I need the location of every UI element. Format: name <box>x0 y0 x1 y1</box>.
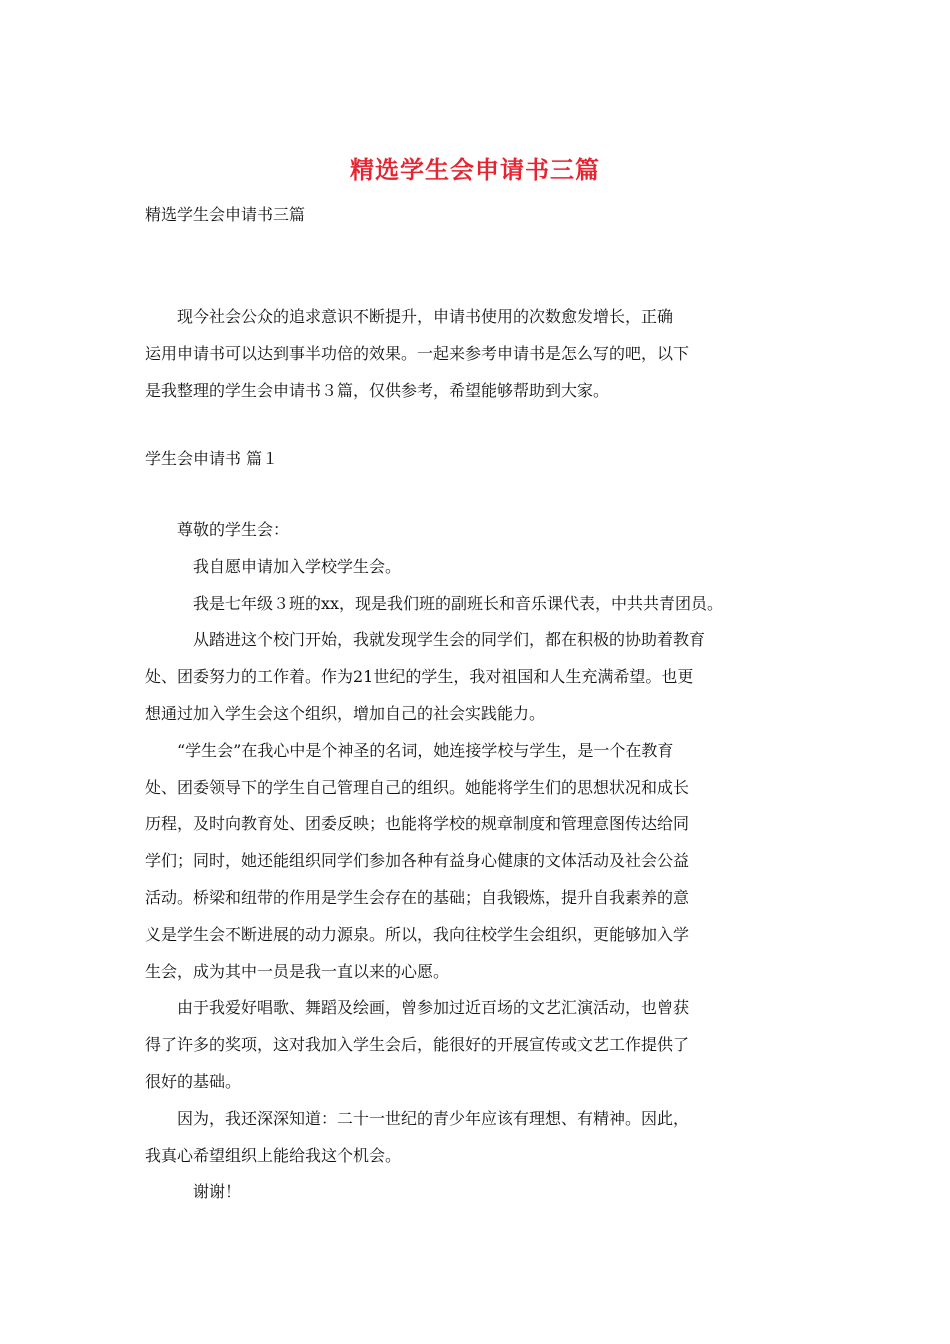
letter-line: 很好的基础。 <box>145 1071 242 1091</box>
letter-line: 尊敬的学生会： <box>145 520 290 539</box>
letter-line: 由于我爱好唱歌、舞蹈及绘画，曾参加过近百场的文艺汇演活动，也曾获 <box>145 998 690 1018</box>
letter-line: 因为，我还深深知道：二十一世纪的青少年应该有理想、有精神。因此， <box>145 1108 690 1128</box>
intro-line: 运用申请书可以达到事半功倍的效果。一起来参考申请书是怎么写的吧，以下 <box>145 344 690 363</box>
letter-line: 历程，及时向教育处、团委反映；也能将学校的规章制度和管理意图传达给同 <box>145 814 690 834</box>
letter-line: 处、团委领导下的学生自己管理自己的组织。她能将学生们的思想状况和成长 <box>145 777 690 797</box>
section-heading: 学生会申请书 篇１ <box>145 449 279 468</box>
letter-line: 义是学生会不断进展的动力源泉。所以，我向往校学生会组织，更能够加入学 <box>145 924 690 944</box>
letter-line: 活动。桥梁和纽带的作用是学生会存在的基础；自我锻炼，提升自我素养的意 <box>145 887 690 907</box>
letter-line: 从踏进这个校门开始，我就发现学生会的同学们，都在积极的协助着教育 <box>145 630 706 650</box>
letter-line: 生会，成为其中一员是我一直以来的心愿。 <box>145 961 450 981</box>
intro-paragraph <box>145 298 805 409</box>
document-title: 精选学生会申请书三篇 <box>350 155 600 184</box>
letter-line: 想通过加入学生会这个组织，增加自己的社会实践能力。 <box>145 703 546 723</box>
letter-line: 我是七年级３班的xx，现是我们班的副班长和音乐课代表，中共共青团员。 <box>145 593 724 613</box>
letter-body <box>145 512 825 1211</box>
letter-line: 处、团委努力的工作着。作为21世纪的学生，我对祖国和人生充满希望。也更 <box>145 667 694 687</box>
document-subtitle: 精选学生会申请书三篇 <box>145 205 306 224</box>
intro-line: 是我整理的学生会申请书３篇，仅供参考，希望能够帮助到大家。 <box>145 381 610 400</box>
intro-line: 现今社会公众的追求意识不断提升，申请书使用的次数愈发增长，正确 <box>145 307 674 326</box>
letter-line: 我真心希望组织上能给我这个机会。 <box>145 1145 402 1165</box>
letter-line: “学生会”在我心中是个神圣的名词，她连接学校与学生，是一个在教育 <box>145 740 674 760</box>
letter-line: 谢谢！ <box>145 1182 242 1202</box>
letter-line: 得了许多的奖项，这对我加入学生会后，能很好的开展宣传或文艺工作提供了 <box>145 1035 690 1055</box>
letter-line: 学们；同时，她还能组织同学们参加各种有益身心健康的文体活动及社会公益 <box>145 851 690 871</box>
letter-line: 我自愿申请加入学校学生会。 <box>145 556 402 576</box>
